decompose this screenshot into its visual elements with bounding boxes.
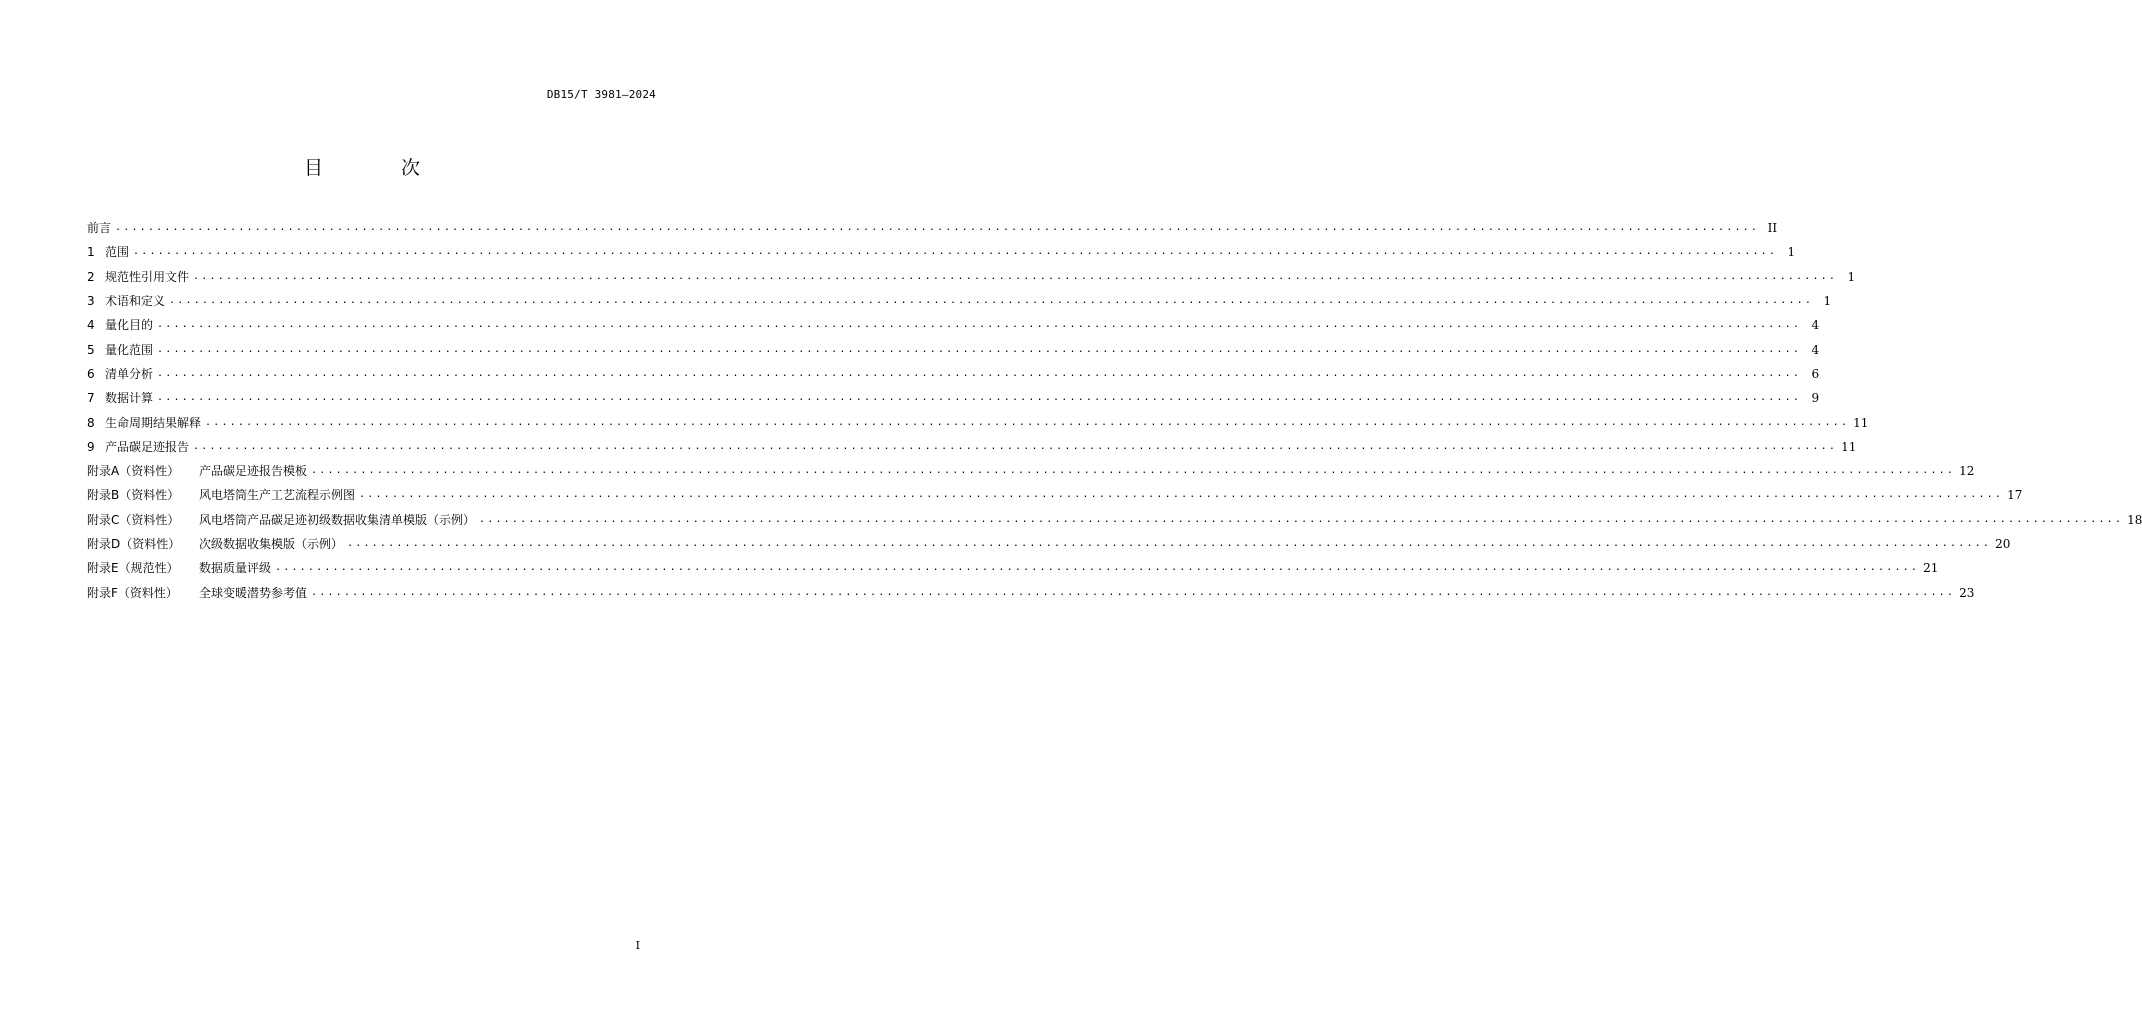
toc-leader-dots: ........................................................................................................................................................................................................ [157,343,1802,355]
toc-leader-dots: ........................................................................................................................................................................................................ [157,319,1802,331]
toc-entry-number: 7 [87,391,95,406]
toc-entry-page: 1 [1787,245,1796,260]
toc-leader-dots: ........................................................................................................................................................................................................ [133,246,1778,258]
toc-appendix-b[interactable] [87,483,2023,507]
toc-appendix-page: 18 [2127,512,2142,527]
toc-appendix-label: 风电塔筒产品碳足迹初级数据收集清单模版（示例） [199,512,476,527]
toc-appendix-page: 20 [1995,537,2011,551]
toc-appendix-prefix: 附录B（资料性） [87,488,180,503]
toc-appendix-label: 次级数据收集模版（示例） [199,537,344,551]
toc-entry-2[interactable] [87,265,1856,289]
toc-entry-page: 4 [1811,318,1820,333]
toc-entry-number: 8 [87,415,95,430]
toc-appendix-page: 12 [1959,464,1975,479]
toc-leader-dots: ........................................................................................................................................................................................................ [205,416,1850,428]
document-code: DB15/T 3981—2024 [546,88,656,101]
toc-appendix-page: 21 [1923,561,1939,576]
toc-appendix-d[interactable] [87,532,2011,556]
toc-appendix-f[interactable] [87,580,1975,604]
toc-appendix-label: 数据质量评级 [199,561,272,576]
toc-entry-label: 前言 [87,221,112,236]
toc-entry-page: II [1767,221,1778,236]
toc-appendix-label: 产品碳足迹报告模板 [199,464,308,479]
toc-entry-page: 11 [1841,439,1857,454]
toc-leader-dots: ........................................................................................................................................................................................................ [479,513,2124,525]
toc-entry-page: 9 [1811,391,1820,406]
toc-leader-dots: ........................................................................................................................................................................................................ [347,538,1992,549]
toc-entry-5[interactable] [87,337,1820,361]
toc-appendix-prefix: 附录D（资料性） [87,537,181,551]
toc-leader-dots: ........................................................................................................................................................................................................ [193,440,1838,452]
toc-entry-number: 4 [87,318,95,333]
toc-leader-dots: ........................................................................................................................................................................................................ [157,392,1802,404]
toc-entry-preface[interactable] [87,216,1778,240]
toc-appendix-prefix: 附录E（规范性） [87,561,179,576]
toc-leader-dots: ........................................................................................................................................................................................................ [193,270,1838,282]
toc-leader-dots: ........................................................................................................................................................................................................ [359,489,2004,501]
toc-leader-dots: ........................................................................................................................................................................................................ [275,562,1920,574]
toc-entry-number: 1 [87,245,95,260]
toc-entry-3[interactable] [87,289,1832,313]
toc-appendix-c[interactable] [87,508,2142,532]
toc-appendix-label: 风电塔筒生产工艺流程示例图 [199,488,356,503]
toc-appendix-e[interactable] [87,556,1939,580]
toc-leader-dots: ........................................................................................................................................................................................................ [157,367,1802,379]
toc-entry-label: 量化目的 [105,318,154,333]
toc-entry-1[interactable] [87,240,1796,264]
toc-entry-label: 数据计算 [105,391,154,406]
toc-entry-label: 术语和定义 [105,294,166,309]
toc-entry-label: 规范性引用文件 [105,269,190,284]
toc-entry-label: 范围 [105,245,130,260]
toc-entry-page: 6 [1811,366,1820,381]
toc-entry-label: 产品碳足迹报告 [105,439,190,454]
toc-appendix-prefix: 附录A（资料性） [87,464,180,479]
toc-entry-page: 1 [1823,294,1832,309]
toc-appendix-prefix: 附录C（资料性） [87,512,180,527]
toc-appendix-a[interactable] [87,459,1975,483]
toc-leader-dots: ........................................................................................................................................................................................................ [311,465,1956,477]
toc-entry-9[interactable] [87,435,1857,459]
toc-entry-number: 2 [87,269,95,284]
toc-appendix-prefix: 附录F（资料性） [87,585,178,600]
page-title: 目 次 [303,157,457,179]
toc-entry-6[interactable] [87,362,1820,386]
toc-entry-8[interactable] [87,410,1869,434]
toc-entry-label: 量化范围 [105,342,154,357]
toc-leader-dots: ........................................................................................................................................................................................................ [115,222,1760,234]
toc-entry-label: 清单分析 [105,366,154,381]
toc-entry-page: 4 [1811,342,1820,357]
toc-appendix-label: 全球变暖潜势参考值 [199,585,308,600]
toc-entry-4[interactable] [87,313,1820,337]
table-of-contents [87,216,2142,605]
toc-appendix-page: 17 [2007,488,2023,503]
toc-entry-number: 9 [87,439,95,454]
toc-entry-7[interactable] [87,386,1820,410]
toc-entry-number: 3 [87,294,95,309]
toc-entry-page: 11 [1853,415,1869,430]
toc-entry-page: 1 [1847,269,1856,284]
toc-leader-dots: ........................................................................................................................................................................................................ [311,586,1956,598]
toc-entry-number: 6 [87,366,95,381]
toc-appendix-page: 23 [1959,585,1975,600]
toc-leader-dots: ........................................................................................................................................................................................................ [169,295,1814,307]
toc-entry-label: 生命周期结果解释 [105,415,202,430]
toc-entry-number: 5 [87,342,95,357]
page-number: I [635,939,640,952]
